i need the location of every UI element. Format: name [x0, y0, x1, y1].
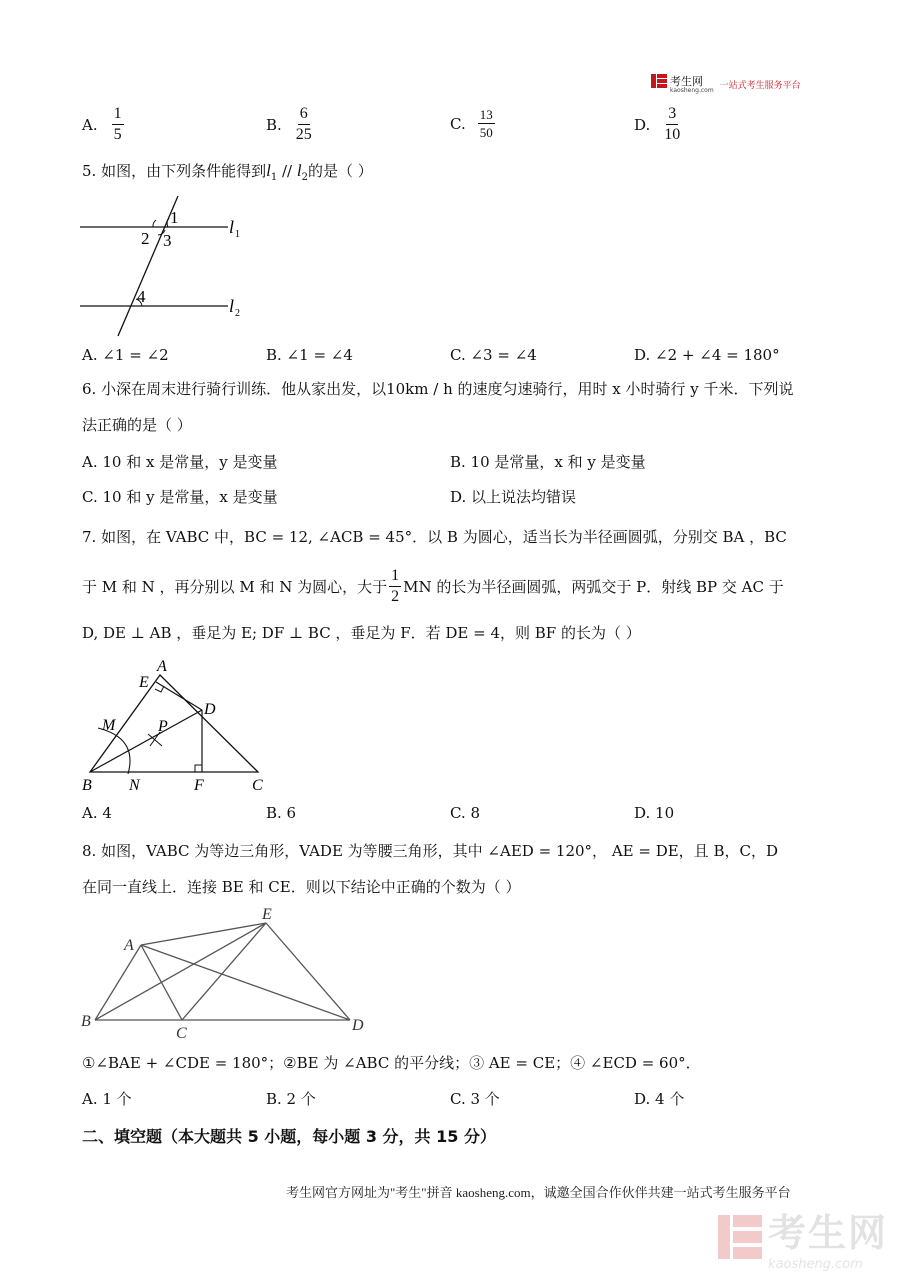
q4-option-d[interactable]: D. $\frac{3}{10}$ — [634, 105, 681, 143]
label-P: P — [158, 718, 168, 735]
line-l2-label: l — [229, 296, 235, 316]
q5-option-b[interactable]: B. ∠1 = ∠4 — [266, 346, 353, 364]
label-B: B — [81, 1013, 91, 1030]
q8-conclusions: ①∠BAE + ∠CDE = 180°；②BE 为 ∠ABC 的平分线；③ AE = CE；④ ∠ECD = 60°． — [82, 1054, 701, 1072]
q6-stem-line2: 法正确的是（ ） — [82, 416, 192, 434]
angle-1-label: 1 — [170, 208, 179, 227]
fraction: $\frac{1}{2}$ — [391, 567, 400, 605]
fraction: $\frac{6}{25}$ — [295, 105, 312, 143]
label-E: E — [139, 674, 149, 691]
q5-figure — [78, 190, 258, 340]
q6-stem-line1: 6. 小深在周末进行骑行训练．他从家出发，以10km / h 的速度匀速骑行，用时 x 小时骑行 y 千米．下列说 — [82, 380, 794, 398]
angle-2-label: 2 — [141, 229, 150, 248]
q5-option-d[interactable]: D. ∠2 + ∠4 = 180° — [634, 346, 780, 364]
q8-figure — [78, 904, 378, 1044]
fraction: $\frac{13}{50}$ — [479, 107, 493, 140]
logo-domain: kaosheng.com — [670, 87, 714, 94]
q5-option-c[interactable]: C. ∠3 = ∠4 — [450, 346, 537, 364]
q7-option-b[interactable]: B. 6 — [266, 804, 297, 822]
fraction: $\frac{1}{5}$ — [113, 105, 122, 143]
label-M: M — [102, 717, 116, 734]
kaosheng-logo-icon — [651, 74, 667, 88]
q5-stem: 5. 如图，由下列条件能得到$l_1 // l_2$的是（ ） — [82, 161, 373, 183]
q8-option-c[interactable]: C. 3 个 — [450, 1090, 500, 1108]
q8-option-b[interactable]: B. 2 个 — [266, 1090, 316, 1108]
watermark-domain: kaosheng.com — [768, 1257, 863, 1272]
line-l1-sub: 1 — [235, 229, 240, 240]
label-F: F — [194, 777, 204, 794]
label-A: A — [157, 658, 167, 675]
label-C: C — [252, 777, 263, 794]
q5-option-a[interactable]: A. ∠1 = ∠2 — [82, 346, 169, 364]
angle-3-label: 3 — [163, 231, 172, 250]
watermark-logo-icon — [718, 1215, 762, 1259]
q8-option-d[interactable]: D. 4 个 — [634, 1090, 685, 1108]
line-l2-sub: 2 — [235, 308, 240, 319]
line-l1-label: l — [229, 217, 235, 237]
q8-stem-line1: 8. 如图，VABC 为等边三角形，VADE 为等腰三角形，其中 ∠AED = 120°， AE = DE，且 B，C，D — [82, 842, 778, 860]
watermark — [718, 1202, 888, 1272]
q7-stem-line3: D, DE ⊥ AB ，垂足为 E; DF ⊥ BC ，垂足为 F．若 DE = 4，则 BF 的长为（ ） — [82, 624, 641, 642]
q6-option-a[interactable]: A. 10 和 x 是常量，y 是变量 — [82, 453, 278, 471]
label-B: B — [82, 777, 92, 794]
q4-option-a[interactable]: A. $\frac{1}{5}$ — [82, 105, 122, 143]
label-D: D — [352, 1017, 364, 1034]
label-E: E — [262, 906, 272, 923]
footer-note: 考生网官方网址为"考生"拼音 kaosheng.com，诚邀全国合作伙伴共建一站式考生服务平台 — [286, 1185, 791, 1200]
angle-4-label: 4 — [137, 287, 146, 306]
fraction: $\frac{3}{10}$ — [664, 105, 681, 143]
q8-stem-line2: 在同一直线上．连接 BE 和 CE．则以下结论中正确的个数为（ ） — [82, 878, 521, 896]
q6-option-c[interactable]: C. 10 和 y 是常量，x 是变量 — [82, 488, 278, 506]
q7-option-d[interactable]: D. 10 — [634, 804, 675, 822]
q6-option-d[interactable]: D. 以上说法均错误 — [450, 488, 577, 506]
logo-name: 考生网 — [670, 74, 703, 88]
q7-figure — [78, 656, 278, 796]
label-D: D — [204, 701, 216, 718]
q4-option-c[interactable]: C. $\frac{13}{50}$ — [450, 107, 493, 140]
header-slogan: 一站式考生服务平台 — [719, 80, 801, 91]
watermark-text: 考生网 — [768, 1211, 889, 1255]
label-N: N — [129, 777, 140, 794]
header-logo[interactable] — [651, 74, 801, 94]
label-A: A — [124, 937, 134, 954]
q7-stem-line1: 7. 如图，在 VABC 中，BC = 12, ∠ACB = 45°．以 B 为圆心，适当长为半径画圆弧，分别交 BA ，BC — [82, 528, 787, 546]
section-2-heading: 二、填空题（本大题共 5 小题，每小题 3 分，共 15 分） — [82, 1127, 496, 1146]
q4-option-b[interactable]: B. $\frac{6}{25}$ — [266, 105, 312, 143]
q7-option-a[interactable]: A. 4 — [82, 804, 112, 822]
q7-stem-line2: 于 M 和 N ，再分别以 M 和 N 为圆心，大于 $\frac{1}{2}$ MN 的长为半径画圆弧，两弧交于 P．射线 BP 交 AC 于 — [82, 567, 784, 605]
label-C: C — [176, 1025, 187, 1042]
q7-option-c[interactable]: C. 8 — [450, 804, 481, 822]
q8-option-a[interactable]: A. 1 个 — [82, 1090, 132, 1108]
q6-option-b[interactable]: B. 10 是常量，x 和 y 是变量 — [450, 453, 646, 471]
